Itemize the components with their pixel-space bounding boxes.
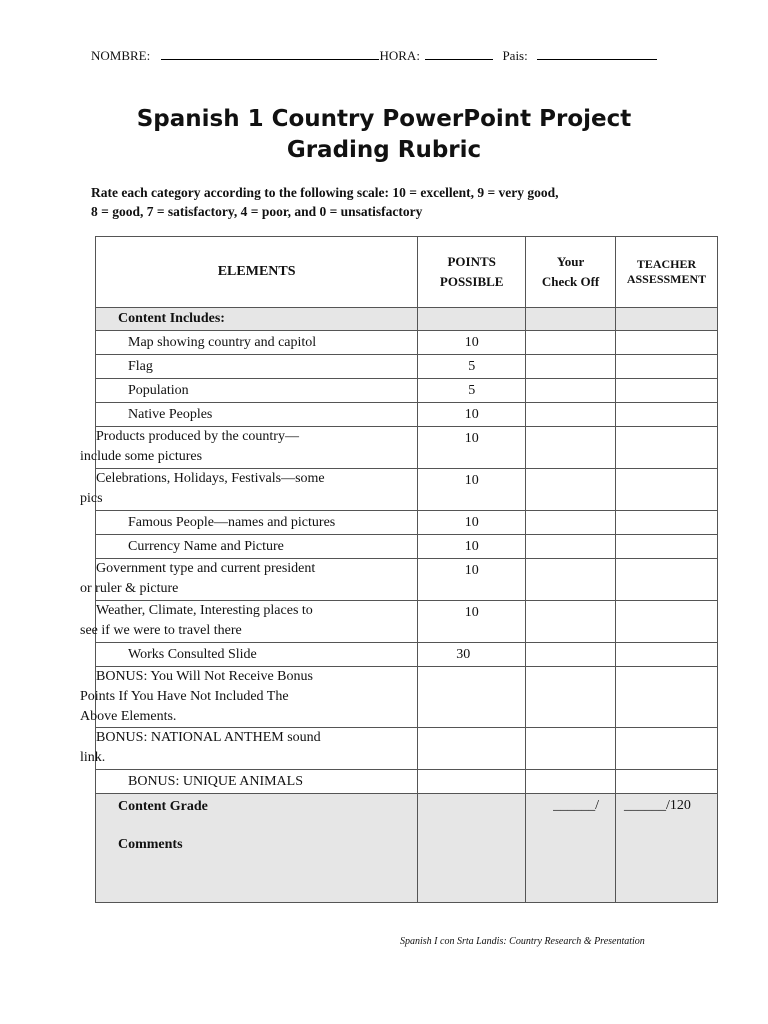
element-line-2: see if we were to travel there (80, 623, 242, 638)
element-line-2: link. (80, 750, 106, 765)
table-row (96, 379, 718, 403)
check-off-cell[interactable] (526, 601, 616, 643)
table-row (96, 469, 718, 511)
points-header-line-2: POSSIBLE (439, 274, 504, 289)
teacher-cell[interactable] (616, 728, 718, 770)
check-header-line-2: Check Off (541, 274, 600, 289)
points-cell (418, 667, 526, 728)
hour-blank[interactable] (425, 47, 493, 60)
points-cell: 30 (418, 643, 526, 667)
check-off-cell[interactable] (526, 331, 616, 355)
element-line-3: Above Elements. (80, 709, 177, 724)
section-label: Content Includes: (96, 308, 418, 331)
rubric-table (80, 236, 718, 903)
table-row (96, 331, 718, 355)
points-header-line-1: POINTS (447, 254, 496, 269)
title-line-1: Spanish 1 Country PowerPoint Project (136, 106, 632, 132)
points-cell: 5 (418, 355, 526, 379)
check-off-cell[interactable] (526, 667, 616, 728)
element-line-2: pics (80, 491, 103, 506)
teacher-cell[interactable] (616, 469, 718, 511)
teacher-cell[interactable] (616, 403, 718, 427)
check-off-cell[interactable] (526, 355, 616, 379)
title-line-2: Grading Rubric (286, 137, 482, 163)
points-cell: 10 (418, 427, 526, 469)
rating-scale (91, 183, 559, 221)
teacher-header-line-2: ASSESSMENT (626, 272, 707, 286)
points-header (418, 237, 526, 308)
content-grade-cell (96, 794, 418, 903)
scale-line-2: 8 = good, 7 = satisfactory, 4 = poor, and 0 = unsatisfactory (91, 204, 423, 219)
scale-line-1: Rate each category according to the following scale: 10 = excellent, 9 = very good, (91, 185, 559, 200)
points-cell: 10 (418, 331, 526, 355)
content-grade-label: Content Grade (118, 799, 208, 814)
table-row (96, 601, 718, 643)
element-cell (80, 427, 418, 469)
points-cell: 10 (418, 601, 526, 643)
comments-label: Comments (118, 837, 183, 852)
check-header-line-1: Your (556, 254, 585, 269)
name-blank[interactable] (161, 47, 379, 60)
check-off-score[interactable]: ______/ (526, 794, 616, 903)
element-cell (80, 728, 418, 770)
points-cell: 10 (418, 511, 526, 535)
table-row (96, 355, 718, 379)
teacher-cell[interactable] (616, 355, 718, 379)
teacher-cell[interactable] (616, 511, 718, 535)
teacher-assessment-header (616, 237, 718, 308)
check-off-cell[interactable] (526, 379, 616, 403)
check-off-cell[interactable] (526, 469, 616, 511)
check-off-cell[interactable] (526, 511, 616, 535)
section-teacher-cell (616, 308, 718, 331)
check-off-cell[interactable] (526, 535, 616, 559)
elements-header: ELEMENTS (96, 237, 418, 308)
element-line-1: Weather, Climate, Interesting places to (96, 603, 313, 618)
element-line-1: Products produced by the country— (96, 429, 299, 444)
element-cell: Native Peoples (96, 403, 418, 427)
element-cell (80, 601, 418, 643)
element-cell: Works Consulted Slide (96, 643, 418, 667)
element-cell: BONUS: UNIQUE ANIMALS (96, 770, 418, 794)
points-cell: 10 (418, 469, 526, 511)
table-header-row (96, 237, 718, 308)
points-cell: 5 (418, 379, 526, 403)
element-line-2: Points If You Have Not Included The (80, 689, 289, 704)
teacher-header-line-1: TEACHER (636, 257, 697, 271)
check-off-cell[interactable] (526, 770, 616, 794)
check-off-cell[interactable] (526, 643, 616, 667)
page-title (0, 104, 768, 166)
element-line-1: BONUS: NATIONAL ANTHEM sound (96, 730, 321, 745)
name-label: NOMBRE: (91, 48, 151, 63)
check-off-cell[interactable] (526, 403, 616, 427)
check-off-cell[interactable] (526, 559, 616, 601)
teacher-cell[interactable] (616, 643, 718, 667)
table-row (96, 511, 718, 535)
student-info-line (91, 47, 657, 64)
table-row (96, 559, 718, 601)
element-line-2: or ruler & picture (80, 581, 179, 596)
check-off-header (526, 237, 616, 308)
table-row (96, 427, 718, 469)
check-off-cell[interactable] (526, 728, 616, 770)
element-cell: Currency Name and Picture (96, 535, 418, 559)
table-row (96, 770, 718, 794)
element-cell (80, 469, 418, 511)
element-cell: Flag (96, 355, 418, 379)
points-cell (418, 728, 526, 770)
footer-note: Spanish I con Srta Landis: Country Research & Presentation (400, 936, 645, 947)
grade-points-cell (418, 794, 526, 903)
table-row (96, 667, 718, 728)
element-line-2: include some pictures (80, 449, 203, 464)
country-label: Pais: (502, 48, 528, 63)
element-cell (80, 667, 418, 728)
element-cell (80, 559, 418, 601)
teacher-cell[interactable] (616, 379, 718, 403)
points-cell: 10 (418, 403, 526, 427)
teacher-cell[interactable] (616, 427, 718, 469)
teacher-cell[interactable] (616, 667, 718, 728)
content-grade-row (96, 794, 718, 903)
teacher-score[interactable]: ______/120 (616, 794, 718, 903)
teacher-cell[interactable] (616, 601, 718, 643)
section-check-cell (526, 308, 616, 331)
teacher-cell[interactable] (616, 770, 718, 794)
element-line-1: Government type and current president (96, 561, 316, 576)
hour-label: HORA: (379, 48, 420, 63)
points-cell: 10 (418, 535, 526, 559)
points-cell: 10 (418, 559, 526, 601)
table-row (96, 403, 718, 427)
points-cell (418, 770, 526, 794)
element-line-1: BONUS: You Will Not Receive Bonus (96, 669, 313, 684)
element-cell: Population (96, 379, 418, 403)
teacher-cell[interactable] (616, 559, 718, 601)
element-cell: Famous People—names and pictures (96, 511, 418, 535)
table-row (96, 643, 718, 667)
teacher-cell[interactable] (616, 535, 718, 559)
section-points-cell (418, 308, 526, 331)
element-cell: Map showing country and capitol (96, 331, 418, 355)
table-row (96, 535, 718, 559)
check-off-cell[interactable] (526, 427, 616, 469)
section-row (96, 308, 718, 331)
table-row (96, 728, 718, 770)
country-blank[interactable] (537, 47, 657, 60)
element-line-1: Celebrations, Holidays, Festivals—some (96, 471, 325, 486)
teacher-cell[interactable] (616, 331, 718, 355)
